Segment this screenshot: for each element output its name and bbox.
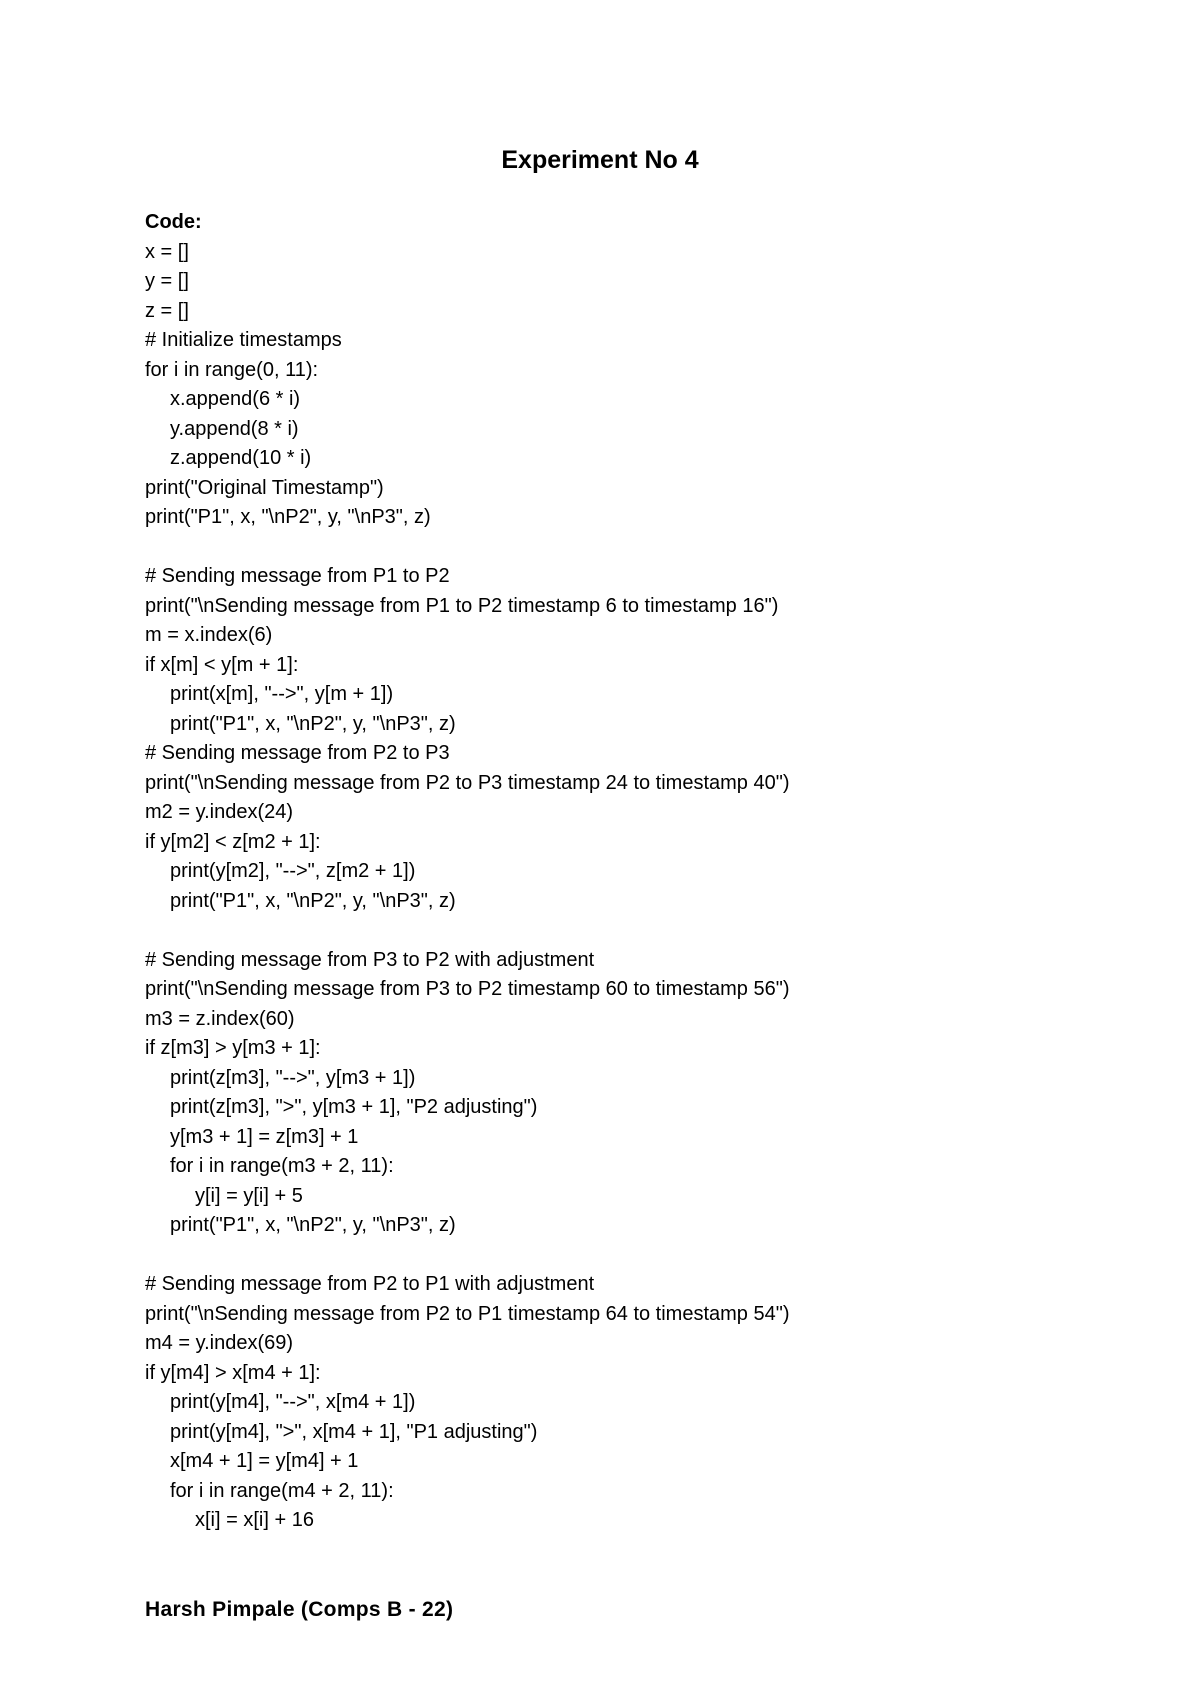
code-line: x[m4 + 1] = y[m4] + 1	[170, 1450, 359, 1472]
code-line: print("\nSending message from P1 to P2 timestamp 6 to timestamp 16")	[145, 594, 779, 617]
blank-line	[145, 916, 1145, 946]
code-line: print("Original Timestamp")	[145, 476, 384, 499]
code-line: if y[m2] < z[m2 + 1]:	[145, 830, 321, 853]
code-line: print("P1", x, "\nP2", y, "\nP3", z)	[170, 1214, 456, 1236]
page-title: Experiment No 4	[501, 146, 699, 174]
code-comment: # Sending message from P2 to P3	[145, 742, 450, 764]
code-line: print("P1", x, "\nP2", y, "\nP3", z)	[170, 889, 456, 912]
code-heading: Code:	[145, 211, 202, 233]
code-line: x.append(6 * i)	[170, 388, 301, 410]
code-line: print("\nSending message from P3 to P2 timestamp 60 to timestamp 56")	[145, 978, 790, 1000]
page-footer-author: Harsh Pimpale (Comps B - 22)	[145, 1598, 454, 1621]
code-line: print(x[m], "-->", y[m + 1])	[170, 683, 394, 705]
code-comment: # Initialize timestamps	[145, 329, 342, 351]
code-line: print("P1", x, "\nP2", y, "\nP3", z)	[170, 712, 456, 735]
code-line: m4 = y.index(69)	[145, 1332, 294, 1354]
code-line: z.append(10 * i)	[170, 447, 312, 469]
code-line: print(y[m4], ">", x[m4 + 1], "P1 adjusting")	[170, 1420, 538, 1443]
code-line: print("\nSending message from P2 to P1 timestamp 64 to timestamp 54")	[145, 1302, 790, 1325]
code-line: for i in range(0, 11):	[145, 358, 319, 381]
code-line: x[i] = x[i] + 16	[195, 1509, 314, 1531]
code-comment: # Sending message from P3 to P2 with adjustment	[145, 948, 595, 971]
code-comment: # Sending message from P1 to P2	[145, 565, 450, 587]
code-line: for i in range(m3 + 2, 11):	[170, 1155, 394, 1177]
blank-line	[145, 1241, 1145, 1271]
code-line: print("P1", x, "\nP2", y, "\nP3", z)	[145, 506, 431, 528]
code-line: if x[m] < y[m + 1]:	[145, 653, 299, 676]
code-line: y = []	[145, 270, 189, 292]
code-line: if y[m4] > x[m4 + 1]:	[145, 1361, 321, 1384]
code-line: m2 = y.index(24)	[145, 801, 294, 823]
code-line: if z[m3] > y[m3 + 1]:	[145, 1037, 321, 1059]
code-line: print(y[m4], "-->", x[m4 + 1])	[170, 1391, 416, 1413]
code-line: for i in range(m4 + 2, 11):	[170, 1479, 394, 1502]
code-line: m = x.index(6)	[145, 624, 273, 646]
code-block	[145, 208, 1145, 1536]
code-line: print("\nSending message from P2 to P3 timestamp 24 to timestamp 40")	[145, 771, 790, 794]
code-line: print(z[m3], "-->", y[m3 + 1])	[170, 1066, 416, 1089]
code-line: y[m3 + 1] = z[m3] + 1	[170, 1125, 359, 1148]
code-line: y.append(8 * i)	[170, 417, 299, 440]
code-line: y[i] = y[i] + 5	[195, 1184, 303, 1207]
code-line: x = []	[145, 240, 189, 263]
code-line: print(z[m3], ">", y[m3 + 1], "P2 adjusting")	[170, 1096, 538, 1118]
code-line: m3 = z.index(60)	[145, 1007, 295, 1030]
code-line: z = []	[145, 299, 189, 322]
code-line: print(y[m2], "-->", z[m2 + 1])	[170, 860, 416, 882]
code-comment: # Sending message from P2 to P1 with adjustment	[145, 1273, 595, 1295]
blank-line	[145, 533, 1145, 563]
